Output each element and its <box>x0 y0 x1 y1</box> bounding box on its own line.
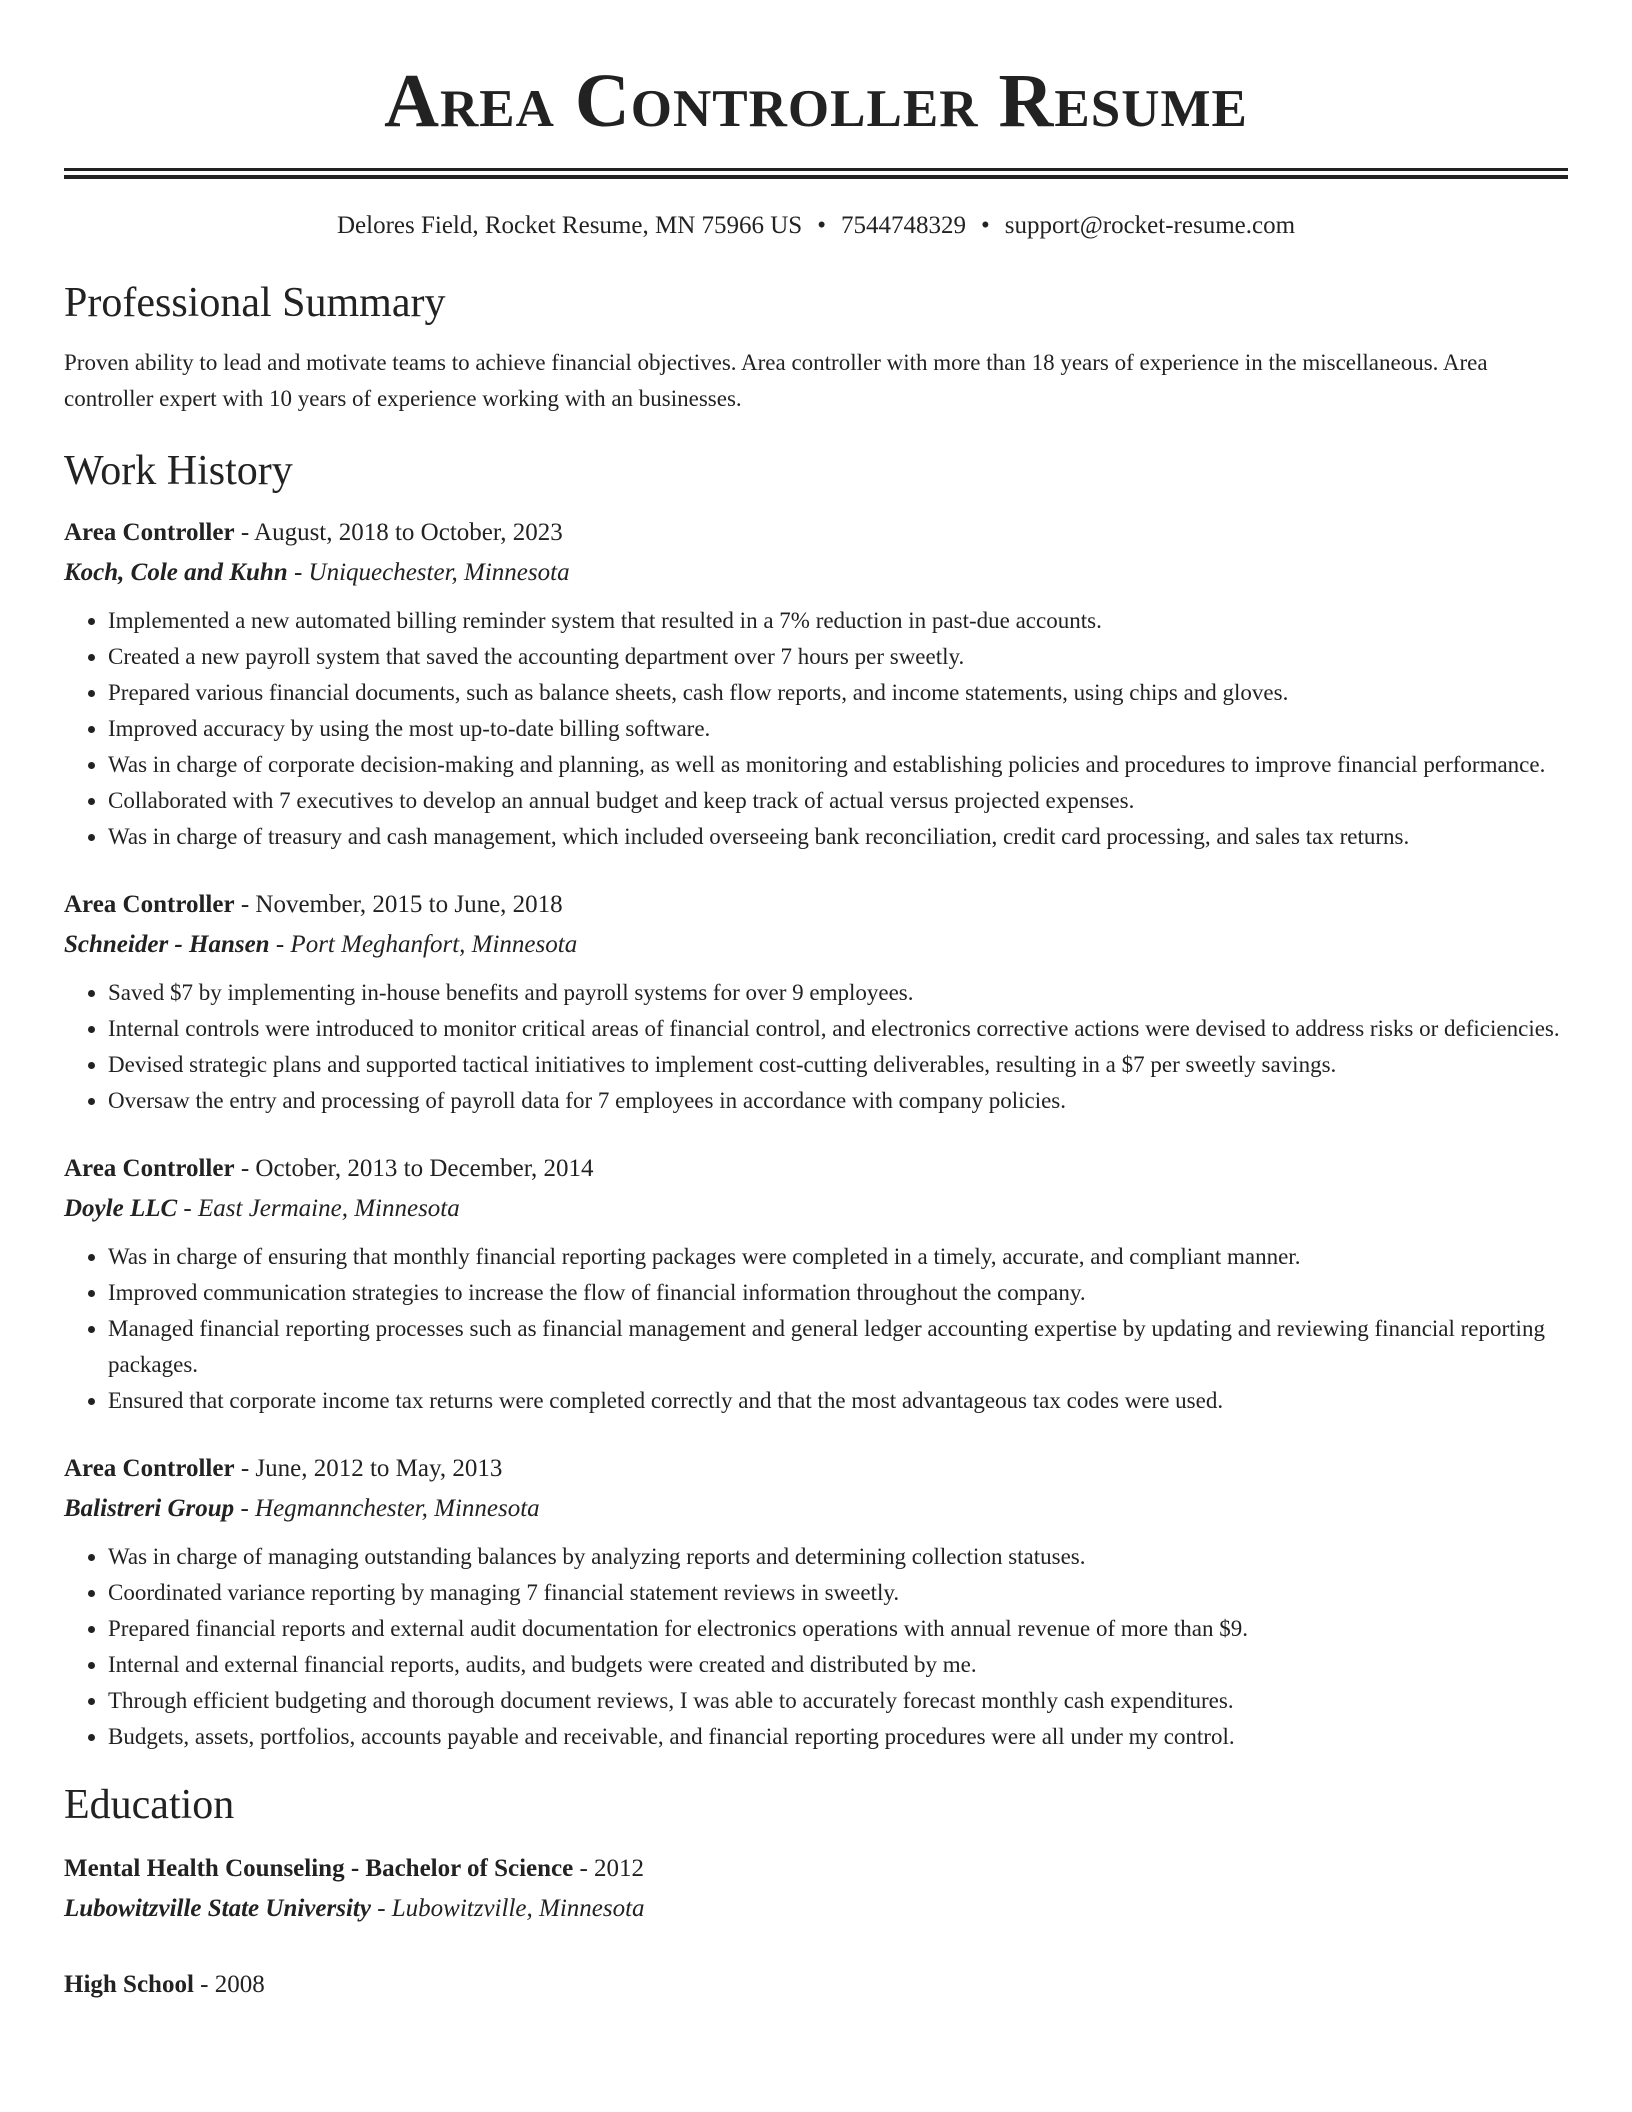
job-location: - Port Meghanfort, Minnesota <box>269 931 578 958</box>
job-bullet: • Managed financial reporting processes such as financial management and general ledger accounting expertise by updating and reviewing financial reporting packages. <box>108 1311 1568 1383</box>
job-bullet: • Created a new payroll system that saved the accounting department over 7 hours per sweetly. <box>108 639 1568 675</box>
work-history-list <box>64 513 1568 1755</box>
education-list <box>64 1849 1568 2005</box>
education-degree: High School <box>64 1971 194 1998</box>
job-company: Doyle LLC <box>64 1195 178 1222</box>
job-bullets <box>64 1539 1568 1755</box>
contact-address: Delores Field, Rocket Resume, MN 75966 US <box>336 212 803 239</box>
job-company-line <box>64 925 1568 965</box>
title-double-rule <box>64 168 1568 179</box>
contact-phone: 7544748329 <box>840 212 966 239</box>
education-entry <box>64 1965 1568 2005</box>
job-location: - East Jermaine, Minnesota <box>177 1195 460 1222</box>
job-bullet: • Saved $7 by implementing in-house benefits and payroll systems for over 9 employees. <box>108 975 1568 1011</box>
job-bullet: • Prepared financial reports and external audit documentation for electronics operations with annual revenue of more than $9. <box>108 1611 1568 1647</box>
education-school: Lubowitzville State University <box>64 1895 371 1922</box>
job-dates: - October, 2013 to December, 2014 <box>234 1155 594 1182</box>
job-bullet: • Devised strategic plans and supported tactical initiatives to implement cost-cutting deliverables, resulting in a $7 per sweetly savings. <box>108 1047 1568 1083</box>
job-dates: - November, 2015 to June, 2018 <box>234 891 563 918</box>
job-bullet: • Prepared various financial documents, such as balance sheets, cash flow reports, and income statements, using chips and gloves. <box>108 675 1568 711</box>
job-dates: - June, 2012 to May, 2013 <box>234 1455 503 1482</box>
education-year: - 2008 <box>193 1971 265 1998</box>
job-entry <box>64 513 1568 855</box>
education-degree: Mental Health Counseling - Bachelor of Science <box>64 1855 574 1882</box>
contact-separator: • <box>980 212 990 239</box>
job-company-line <box>64 1489 1568 1529</box>
job-bullet: • Was in charge of ensuring that monthly financial reporting packages were completed in a timely, accurate, and compliant manner. <box>108 1239 1568 1275</box>
job-bullet: • Implemented a new automated billing reminder system that resulted in a 7% reduction in past-due accounts. <box>108 603 1568 639</box>
job-bullets <box>64 975 1568 1119</box>
job-title: Area Controller <box>64 519 235 546</box>
work-history-heading: Work History <box>64 448 293 494</box>
job-bullet: • Coordinated variance reporting by managing 7 financial statement reviews in sweetly. <box>108 1575 1568 1611</box>
job-title-line <box>64 1449 1568 1489</box>
education-degree-line <box>64 1849 1568 1889</box>
contact-separator: • <box>817 212 826 239</box>
education-degree-line <box>64 1965 1568 2005</box>
job-company: Balistreri Group <box>64 1495 235 1522</box>
page-title: Area Controller Resume <box>384 59 1248 143</box>
education-heading: Education <box>64 1782 235 1828</box>
job-bullet: • Internal and external financial reports, audits, and budgets were created and distributed by me. <box>108 1647 1568 1683</box>
job-entry <box>64 1149 1568 1419</box>
job-bullet: • Oversaw the entry and processing of payroll data for 7 employees in accordance with company policies. <box>108 1083 1568 1119</box>
job-title: Area Controller <box>64 891 235 918</box>
education-school-line <box>64 1889 1568 1929</box>
job-bullet: • Ensured that corporate income tax returns were completed correctly and that the most advantageous tax codes were used. <box>108 1383 1568 1419</box>
job-bullet: • Was in charge of corporate decision-making and planning, as well as monitoring and establishing policies and procedures to improve financial performance. <box>108 747 1568 783</box>
summary-text: Proven ability to lead and motivate teams to achieve financial objectives. Area controller with more than 18 years of experience in the miscellaneous. Area controller expert with 10 years of experience working with an businesses. <box>64 350 1488 411</box>
summary-heading: Professional Summary <box>64 280 446 326</box>
job-bullet: • Internal controls were introduced to monitor critical areas of financial control, and electronics corrective actions were devised to address risks or deficiencies. <box>108 1011 1568 1047</box>
contact-email: support@rocket-resume.com <box>1004 212 1296 239</box>
job-title: Area Controller <box>64 1155 235 1182</box>
education-year: - 2012 <box>573 1855 645 1882</box>
job-dates: - August, 2018 to October, 2023 <box>234 519 563 546</box>
job-bullet: • Through efficient budgeting and thorough document reviews, I was able to accurately forecast monthly cash expenditures. <box>108 1683 1568 1719</box>
job-bullet: • Was in charge of treasury and cash management, which included overseeing bank reconciliation, credit card processing, and sales tax returns. <box>108 819 1568 855</box>
job-title: Area Controller <box>64 1455 235 1482</box>
job-company: Koch, Cole and Kuhn <box>64 559 288 586</box>
job-company: Schneider - Hansen <box>64 931 270 958</box>
job-company-line <box>64 553 1568 593</box>
job-bullet: • Collaborated with 7 executives to develop an annual budget and keep track of actual versus projected expenses. <box>108 783 1568 819</box>
job-bullet: • Budgets, assets, portfolios, accounts payable and receivable, and financial reporting procedures were all under my control. <box>108 1719 1568 1755</box>
job-title-line <box>64 885 1568 925</box>
education-location: - Lubowitzville, Minnesota <box>370 1895 645 1922</box>
job-location: - Hegmannchester, Minnesota <box>234 1495 540 1522</box>
job-bullets <box>64 1239 1568 1419</box>
job-entry <box>64 1449 1568 1755</box>
job-bullets <box>64 603 1568 855</box>
job-bullet: • Improved communication strategies to increase the flow of financial information throughout the company. <box>108 1275 1568 1311</box>
education-entry <box>64 1849 1568 1929</box>
job-bullet: • Improved accuracy by using the most up-to-date billing software. <box>108 711 1568 747</box>
job-title-line <box>64 1149 1568 1189</box>
job-location: - Uniquechester, Minnesota <box>287 559 570 586</box>
job-entry <box>64 885 1568 1119</box>
job-company-line <box>64 1189 1568 1229</box>
job-bullet: • Was in charge of managing outstanding balances by analyzing reports and determining collection statuses. <box>108 1539 1568 1575</box>
contact-line <box>64 209 1568 243</box>
job-title-line <box>64 513 1568 553</box>
